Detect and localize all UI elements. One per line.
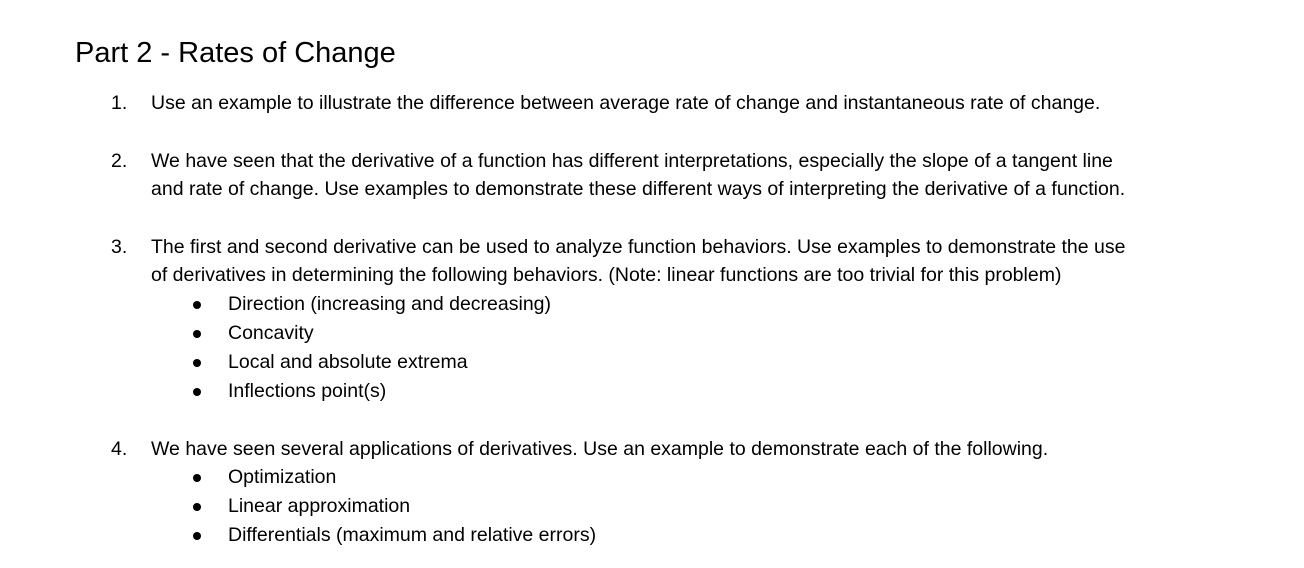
bullet-text: Differentials (maximum and relative errors) xyxy=(228,524,597,546)
list-item xyxy=(0,492,1304,521)
bullet-text: Linear approximation xyxy=(228,495,411,517)
question-text-line: The first and second derivative can be used to analyze function behaviors. Use examples to demonstrate the use xyxy=(151,236,1126,258)
bullet-icon xyxy=(193,474,201,482)
question-text-line: Use an example to illustrate the difference between average rate of change and instantaneous rate of change. xyxy=(151,92,1101,114)
bullet-list xyxy=(0,463,1304,550)
list-item xyxy=(0,463,1304,492)
question-text-line: We have seen that the derivative of a function has different interpretations, especially the slope of a tangent line xyxy=(151,150,1113,172)
bullet-list xyxy=(0,290,1304,406)
bullet-text: Direction (increasing and decreasing) xyxy=(228,293,551,315)
page-title: Part 2 - Rates of Change xyxy=(75,37,396,69)
bullet-text: Inflections point(s) xyxy=(228,380,387,402)
question-number: 3. xyxy=(111,236,128,258)
bullet-icon xyxy=(193,330,201,338)
question-text-line: and rate of change. Use examples to demonstrate these different ways of interpreting the derivative of a function. xyxy=(151,178,1126,200)
list-item xyxy=(0,348,1304,377)
bullet-text: Optimization xyxy=(228,466,337,488)
bullet-icon xyxy=(193,359,201,367)
question-number: 4. xyxy=(111,438,128,460)
question-number: 2. xyxy=(111,150,128,172)
list-item xyxy=(0,521,1304,550)
bullet-icon xyxy=(193,532,201,540)
list-item xyxy=(0,319,1304,348)
question-text-line: of derivatives in determining the following behaviors. (Note: linear functions are too trivial for this problem) xyxy=(151,264,1062,286)
list-item xyxy=(0,377,1304,406)
question-text-line: We have seen several applications of derivatives. Use an example to demonstrate each of the following. xyxy=(151,438,1049,460)
question-number: 1. xyxy=(111,92,128,114)
bullet-text: Concavity xyxy=(228,322,314,344)
bullet-icon xyxy=(193,388,201,396)
bullet-icon xyxy=(193,503,201,511)
list-item xyxy=(0,290,1304,319)
bullet-icon xyxy=(193,301,201,309)
bullet-text: Local and absolute extrema xyxy=(228,351,468,373)
